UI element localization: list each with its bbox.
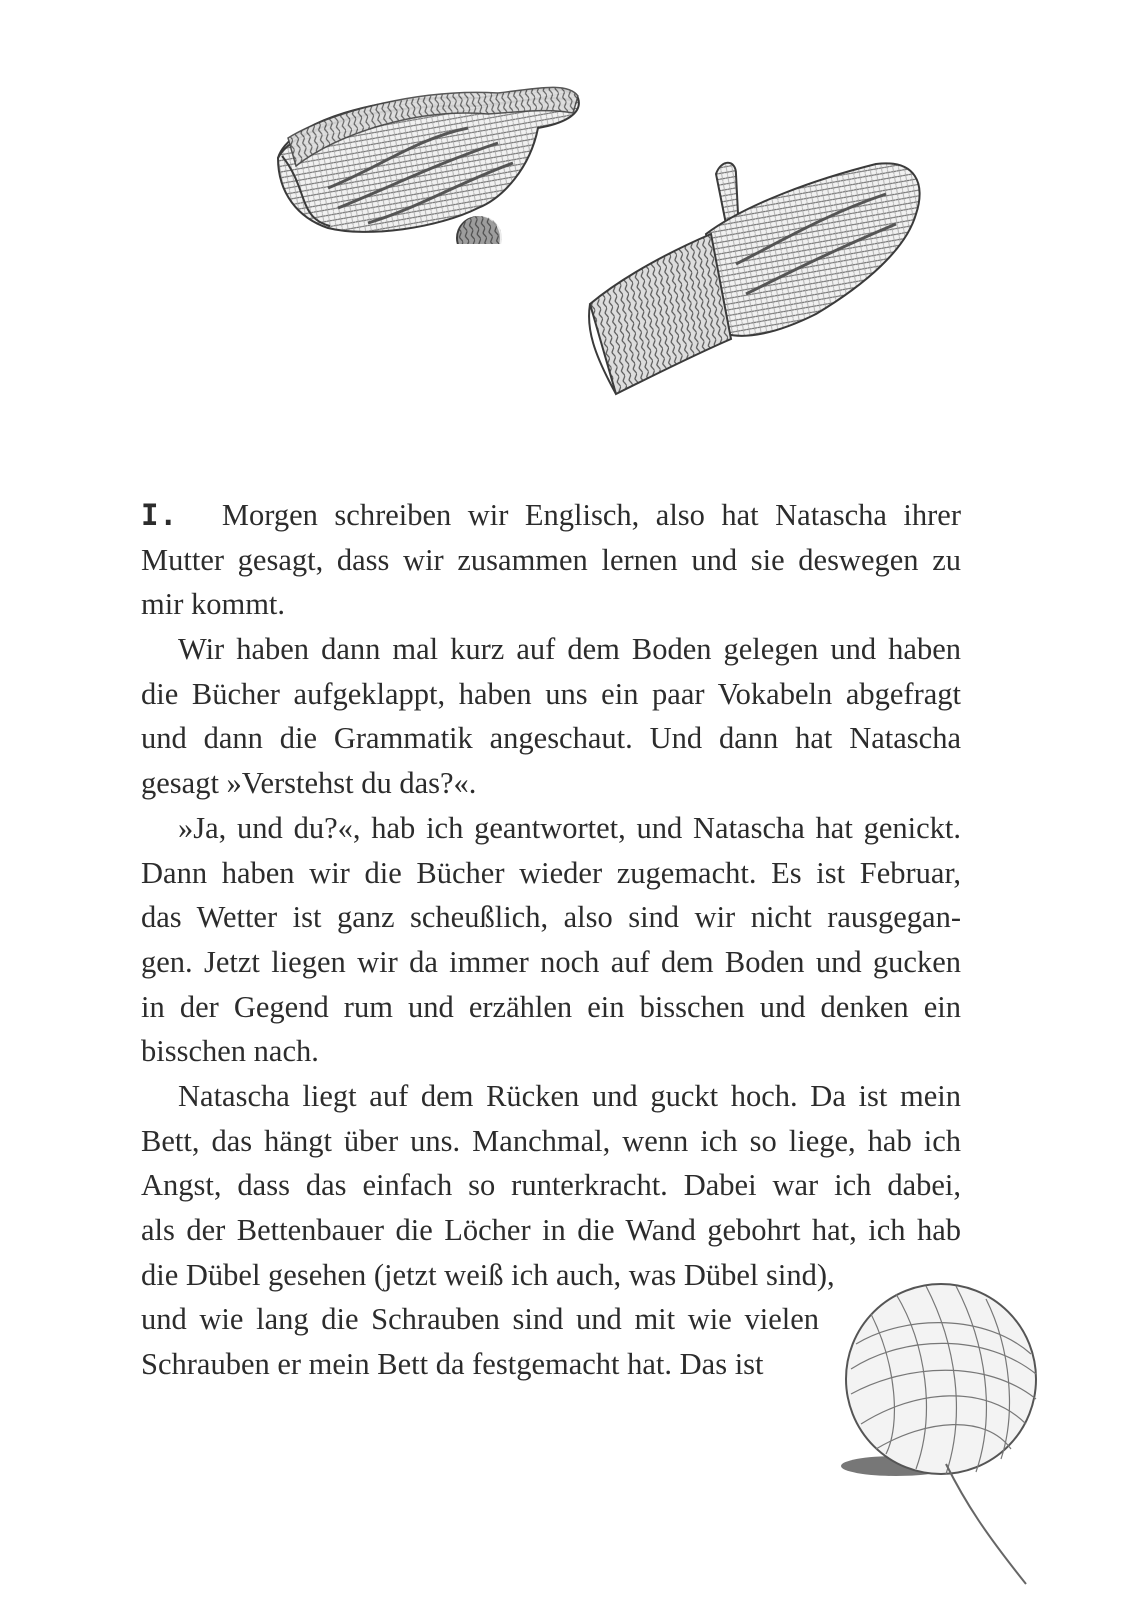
text-line: I. Morgen schreiben wir Englisch, also hat Natascha ihrer — [141, 498, 961, 532]
text-line: als der Bettenbauer die Löcher in die Wand gebohrt hat, ich hab — [141, 1213, 961, 1247]
text-line: Dann haben wir die Bücher wieder zugemacht. Es ist Februar, — [141, 855, 961, 890]
text-line: Natascha liegt auf dem Rücken und guckt hoch. Da ist mein — [178, 1078, 961, 1113]
text-line: die Dübel gesehen (jetzt weiß ich auch, was Dübel sind), — [141, 1257, 835, 1292]
text-line: mir kommt. — [141, 587, 286, 622]
text-line: bisschen nach. — [141, 1034, 319, 1069]
text-line: »Ja, und du?«, hab ich geantwortet, und Natascha hat genickt. — [178, 810, 961, 845]
text-line: Mutter gesagt, dass wir zusammen lernen und sie deswegen zu — [141, 542, 961, 577]
text-line: Bett, das hängt über uns. Manchmal, wenn ich so liege, hab ich — [141, 1123, 961, 1158]
text-line: Angst, dass das einfach so runterkracht. Dabei war ich dabei, — [141, 1168, 961, 1203]
chapter-number: I. — [141, 498, 178, 532]
text-line: gesagt »Verstehst du das?«. — [141, 766, 477, 801]
text-line: und wie lang die Schrauben sind und mit wie vielen — [141, 1302, 819, 1337]
knitted-hat-illustration — [268, 68, 584, 244]
text-line: und dann die Grammatik angeschaut. Und dann hat Natascha — [141, 721, 961, 756]
text-line: die Bücher aufgeklappt, haben uns ein paar Vokabeln abgefragt — [141, 676, 961, 711]
text-line: gen. Jetzt liegen wir da immer noch auf dem Boden und gucken — [141, 944, 961, 979]
text-line: Schrauben er mein Bett da festgemacht hat. Das ist — [141, 1347, 764, 1382]
text-line: in der Gegend rum und erzählen ein bisschen und denken ein — [141, 989, 961, 1024]
text-line: Wir haben dann mal kurz auf dem Boden gelegen und haben — [178, 632, 961, 667]
yarn-ball-illustration — [836, 1274, 1042, 1590]
text-line: das Wetter ist ganz scheußlich, also sind wir nicht rausgegan- — [141, 900, 961, 935]
knitted-mitten-illustration — [586, 154, 926, 416]
chapter-text — [141, 493, 961, 1387]
